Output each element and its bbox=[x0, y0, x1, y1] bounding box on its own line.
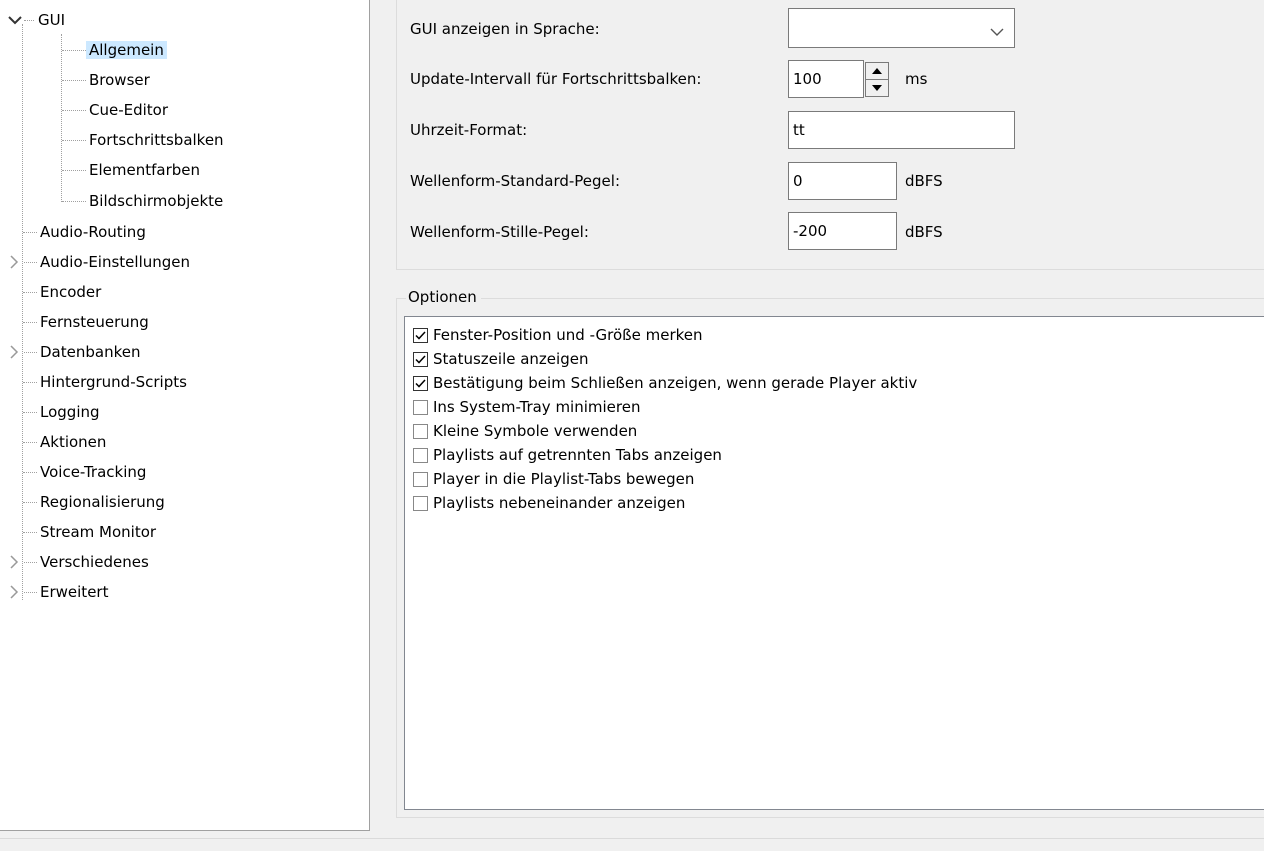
tree-item-erweitert[interactable] bbox=[37, 577, 111, 607]
settings-tree[interactable] bbox=[0, 0, 370, 831]
update-interval-stepper[interactable] bbox=[865, 62, 889, 98]
option-label: Kleine Symbole verwenden bbox=[433, 422, 638, 440]
wave-standard-unit: dBFS bbox=[905, 172, 943, 190]
option-label: Statuszeile anzeigen bbox=[433, 350, 589, 368]
option-statusbar[interactable] bbox=[413, 347, 588, 371]
option-confirm-close[interactable] bbox=[413, 371, 917, 395]
tree-item-label: Fortschrittsbalken bbox=[89, 131, 224, 149]
tree-item-aktionen[interactable] bbox=[37, 427, 109, 457]
tree-item-encoder[interactable] bbox=[37, 277, 104, 307]
tree-item-label: Datenbanken bbox=[40, 343, 141, 361]
wave-silence-unit: dBFS bbox=[905, 223, 943, 241]
tree-item-voice-tracking[interactable] bbox=[37, 457, 149, 487]
tree-root-line bbox=[22, 24, 23, 600]
tree-item-fortschrittsbalken[interactable] bbox=[86, 125, 227, 155]
tree-item-label: Erweitert bbox=[40, 583, 109, 601]
wave-standard-label: Wellenform-Standard-Pegel: bbox=[410, 172, 620, 190]
tree-item-elementfarben[interactable] bbox=[86, 155, 203, 185]
checkbox[interactable] bbox=[413, 448, 428, 463]
tree-item-label: Logging bbox=[40, 403, 100, 421]
chevron-right-icon[interactable] bbox=[6, 254, 22, 270]
wave-standard-input[interactable]: 0 bbox=[788, 162, 897, 200]
tree-item-audio-routing[interactable] bbox=[37, 217, 149, 247]
option-label: Ins System-Tray minimieren bbox=[433, 398, 641, 416]
tree-item-datenbanken[interactable] bbox=[37, 337, 143, 367]
tree-item-fernsteuerung[interactable] bbox=[37, 307, 152, 337]
update-interval-label: Update-Intervall für Fortschrittsbalken: bbox=[410, 70, 702, 88]
wave-silence-input[interactable]: -200 bbox=[788, 212, 897, 250]
tree-item-verschiedenes[interactable] bbox=[37, 547, 152, 577]
option-playlists-side-by-side[interactable] bbox=[413, 491, 685, 515]
checkbox[interactable] bbox=[413, 496, 428, 511]
tree-item-label: Verschiedenes bbox=[40, 553, 149, 571]
option-label: Playlists nebeneinander anzeigen bbox=[433, 494, 686, 512]
tree-item-stream-monitor[interactable] bbox=[37, 517, 159, 547]
checkbox[interactable] bbox=[413, 424, 428, 439]
spin-up-button[interactable] bbox=[865, 62, 889, 80]
options-group-title: Optionen bbox=[406, 287, 481, 307]
tree-item-label: Cue-Editor bbox=[89, 101, 169, 119]
tree-item-allgemein[interactable] bbox=[86, 35, 167, 65]
check-icon bbox=[415, 379, 426, 388]
tree-item-cue-editor[interactable] bbox=[86, 95, 171, 125]
option-label: Fenster-Position und -Größe merken bbox=[433, 326, 703, 344]
option-small-icons[interactable] bbox=[413, 419, 637, 443]
arrow-down-icon bbox=[872, 85, 882, 91]
option-playlists-tabs[interactable] bbox=[413, 443, 722, 467]
tree-item-label: Bildschirmobjekte bbox=[89, 192, 224, 210]
tree-item-regionalisierung[interactable] bbox=[37, 487, 168, 517]
options-list[interactable] bbox=[404, 316, 1264, 810]
tree-item-label: Browser bbox=[89, 71, 150, 89]
tree-item-label: Voice-Tracking bbox=[40, 463, 147, 481]
checkbox[interactable] bbox=[413, 472, 428, 487]
tree-item-gui[interactable] bbox=[35, 5, 68, 35]
tree-item-label: Audio-Routing bbox=[40, 223, 146, 241]
tree-item-label: Encoder bbox=[40, 283, 102, 301]
tree-item-label: GUI bbox=[38, 11, 66, 29]
tree-item-hintergrund-scripts[interactable] bbox=[37, 367, 190, 397]
bottom-strip bbox=[0, 838, 1264, 851]
checkbox[interactable] bbox=[413, 328, 428, 343]
chevron-down-icon[interactable] bbox=[7, 12, 23, 28]
update-interval-unit: ms bbox=[905, 70, 928, 88]
wave-silence-label: Wellenform-Stille-Pegel: bbox=[410, 223, 589, 241]
tree-item-label: Fernsteuerung bbox=[40, 313, 149, 331]
tree-item-audio-einstellungen[interactable] bbox=[37, 247, 193, 277]
chevron-right-icon[interactable] bbox=[6, 554, 22, 570]
time-format-label: Uhrzeit-Format: bbox=[410, 121, 528, 139]
update-interval-input[interactable]: 100 bbox=[788, 60, 864, 98]
arrow-up-icon bbox=[872, 68, 882, 74]
tree-item-label: Stream Monitor bbox=[40, 523, 157, 541]
tree-item-label: Hintergrund-Scripts bbox=[40, 373, 187, 391]
check-icon bbox=[415, 331, 426, 340]
checkbox[interactable] bbox=[413, 352, 428, 367]
tree-item-label: Elementfarben bbox=[89, 161, 200, 179]
tree-item-label: Aktionen bbox=[40, 433, 107, 451]
option-label: Playlists auf getrennten Tabs anzeigen bbox=[433, 446, 722, 464]
tree-item-browser[interactable] bbox=[86, 65, 153, 95]
tree-gui-line bbox=[61, 34, 62, 202]
option-label: Player in die Playlist-Tabs bewegen bbox=[433, 470, 695, 488]
check-icon bbox=[415, 355, 426, 364]
option-player-in-tabs[interactable] bbox=[413, 467, 694, 491]
chevron-right-icon[interactable] bbox=[6, 344, 22, 360]
tree-item-label: Regionalisierung bbox=[40, 493, 165, 511]
language-label: GUI anzeigen in Sprache: bbox=[410, 20, 600, 38]
option-remember-window[interactable] bbox=[413, 323, 703, 347]
option-label: Bestätigung beim Schließen anzeigen, wenn gerade Player aktiv bbox=[433, 374, 918, 392]
time-format-input[interactable]: tt bbox=[788, 111, 1015, 149]
chevron-right-icon[interactable] bbox=[6, 584, 22, 600]
language-select[interactable] bbox=[788, 8, 1015, 48]
spin-down-button[interactable] bbox=[865, 79, 889, 97]
checkbox[interactable] bbox=[413, 376, 428, 391]
option-minimize-tray[interactable] bbox=[413, 395, 640, 419]
checkbox[interactable] bbox=[413, 400, 428, 415]
tree-item-logging[interactable] bbox=[37, 397, 103, 427]
tree-item-label: Audio-Einstellungen bbox=[40, 253, 191, 271]
chevron-down-icon bbox=[990, 23, 1004, 41]
tree-item-bildschirmobjekte[interactable] bbox=[86, 186, 226, 216]
tree-item-label: Allgemein bbox=[86, 41, 167, 59]
